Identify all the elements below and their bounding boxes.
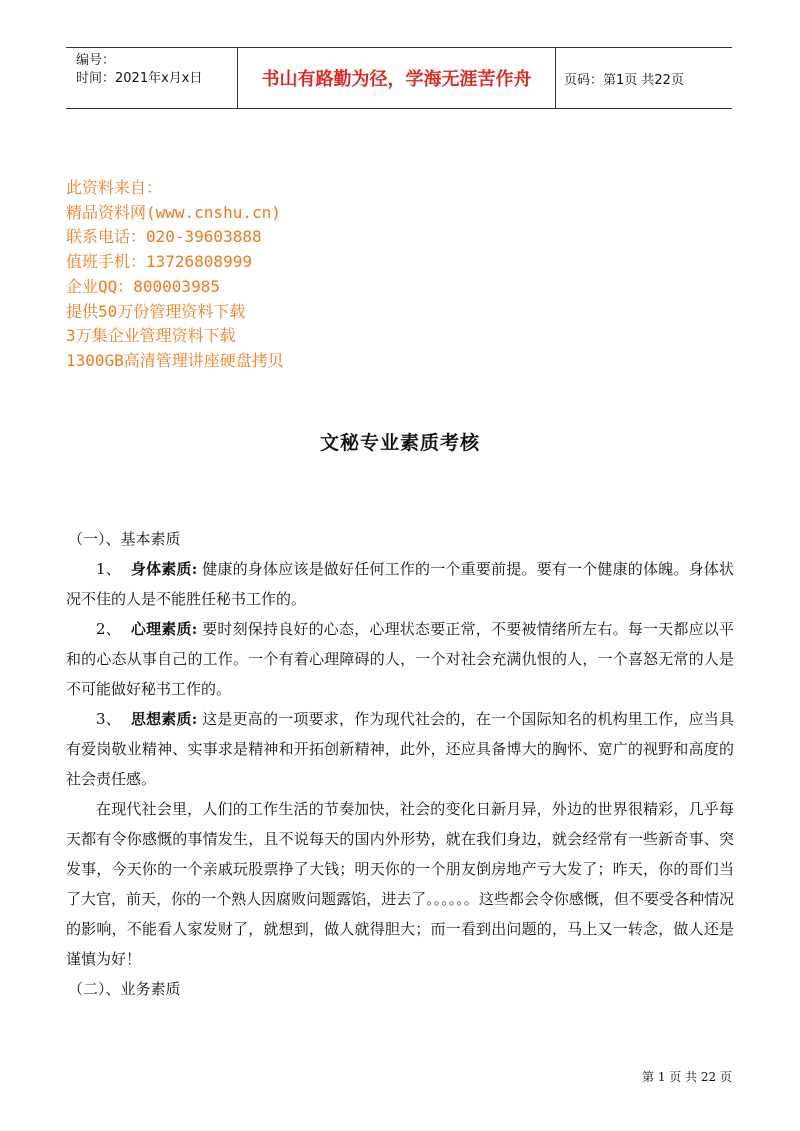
promo-line: 此资料来自：	[66, 178, 163, 197]
item-label: 心理素质:	[130, 620, 198, 638]
page-footer: 第 1 页 共 22 页	[642, 1070, 732, 1084]
item-text: 要时刻保持良好的心态，心理状态要正常，不要被情绪所左右。每一天都应以平和的心态从事自己的工作。一个有着心理障碍的人，一个对社会充满仇恨的人，一个喜怒无常的人是不可能做好秘书工作的。	[66, 620, 734, 698]
promo-line: 1300GB高清管理讲座硬盘拷贝	[66, 350, 284, 370]
promo-line: 值班手机：13726808999	[66, 252, 252, 272]
promo-line: 联系电话：020-39603888	[66, 227, 262, 247]
item-label: 思想素质:	[130, 710, 198, 728]
document-title: 文秘专业素质考核	[319, 432, 480, 454]
item-number: 3、	[96, 710, 121, 728]
item-number: 1、	[96, 560, 121, 578]
header-meta	[66, 48, 238, 108]
promo-line: 提供50万份管理资料下载	[66, 301, 246, 321]
header-motto: 书山有路勤为径，学海无涯苦作舟	[238, 48, 556, 108]
header-page-info: 页码：第1页 共22页	[564, 72, 684, 88]
item-text: 这是更高的一项要求，作为现代社会的，在一个国际知名的机构里工作，应当具有爱岗敬业精神、实事求是精神和开拓创新精神，此外，还应具备博大的胸怀、宽广的视野和高度的社会责任感。	[66, 710, 734, 788]
item-text: 健康的身体应该是做好任何工作的一个重要前提。要有一个健康的体魄。身体状况不佳的人是不能胜任秘书工作的。	[66, 560, 734, 608]
promo-line: 企业QQ：800003985	[66, 276, 220, 296]
time-label: 时间：2021年x月x日	[76, 71, 203, 86]
section-heading: （二）、业务素质	[68, 980, 181, 998]
list-item	[66, 704, 734, 794]
item-number: 2、	[96, 620, 121, 638]
number-label: 编号：	[76, 53, 116, 68]
page-header	[66, 47, 732, 109]
list-item	[66, 554, 734, 614]
list-item	[66, 614, 734, 704]
document-body	[66, 524, 734, 1004]
promo-line: 精品资料网(www.cnshu.cn)	[66, 202, 281, 222]
body-paragraph: 在现代社会里，人们的工作生活的节奏加快，社会的变化日新月异，外边的世界很精彩，几乎每天都有令你感慨的事情发生，且不说每天的国内外形势，就在我们身边，就会经常有一些新奇事、突发事，今天你的一个亲戚玩股票挣了大钱；明天你的一个朋友倒房地产亏大发了；昨天，你的哥们当了大官，前天，你的一个熟人因腐败问题露馅，进去了。。。。。。这些都会令你感慨，但不要受各种情况的影响，不能看人家发财了，就想到，做人就得胆大；而一看到出问题的，马上又一转念，做人还是谨慎为好！	[66, 800, 734, 968]
section-heading: （一）、基本素质	[68, 530, 181, 548]
promo-block	[66, 176, 284, 374]
item-label: 身体素质:	[130, 560, 198, 578]
promo-line: 3万集企业管理资料下载	[66, 326, 236, 346]
